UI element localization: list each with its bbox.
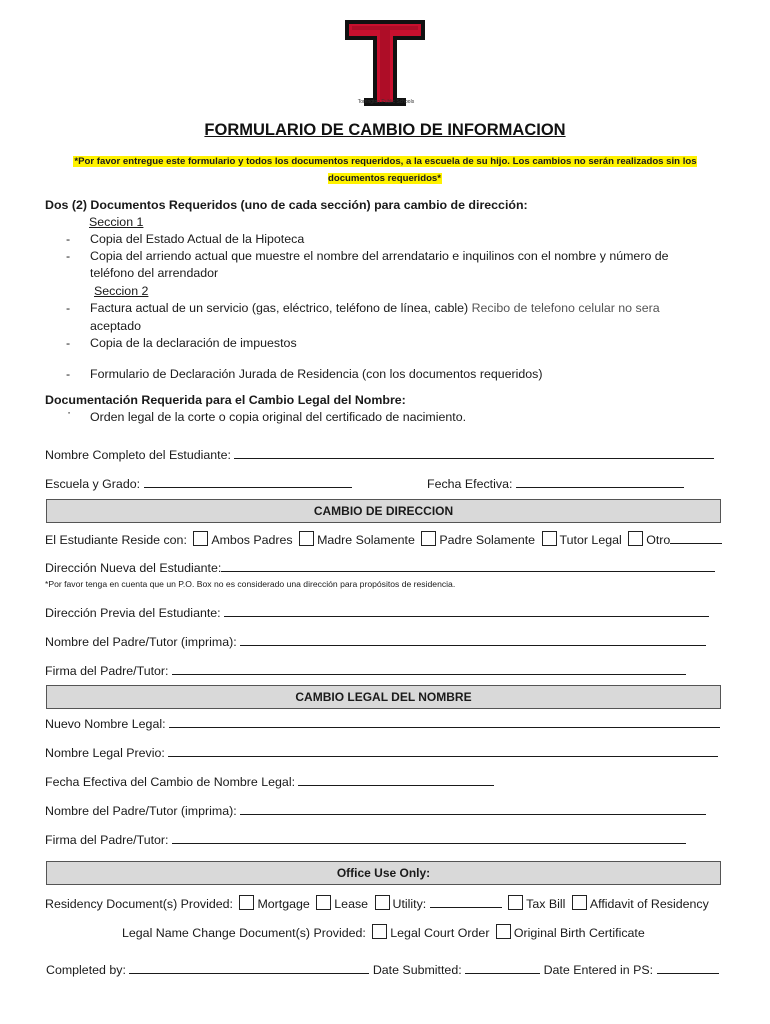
- tax-bill-checkbox[interactable]: [508, 895, 523, 910]
- office-tracking-row: [46, 962, 719, 977]
- affidavit-checkbox[interactable]: [572, 895, 587, 910]
- parent-name-field[interactable]: Nombre del Padre/Tutor (imprima):: [45, 634, 706, 649]
- list-item: Copia de la declaración de impuestos: [90, 336, 297, 350]
- cell-phone-note: Recibo de telefono celular no sera: [471, 301, 660, 315]
- mother-only-checkbox[interactable]: [299, 531, 314, 546]
- birth-certificate-checkbox[interactable]: [496, 924, 511, 939]
- logo-caption: Torrington Public Schools: [357, 99, 415, 105]
- list-item: Copia del Estado Actual de la Hipoteca: [90, 232, 305, 246]
- legal-name-docs-row: Legal Name Change Document(s) Provided: Legal Court Order Original Birth Certificate: [122, 926, 645, 940]
- section-1-label: Seccion 1: [89, 215, 144, 229]
- notice-text: *Por favor entregue este formulario y todos los documentos requeridos, a la escuela de su hijo. Los cambios no serán realizados sin los documentos requeridos*: [74, 156, 697, 184]
- previous-legal-name-field[interactable]: Nombre Legal Previo:: [45, 745, 718, 760]
- list-bullet: -: [66, 367, 71, 381]
- list-bullet: -: [66, 232, 71, 246]
- utility-checkbox[interactable]: [375, 895, 390, 910]
- court-order-checkbox[interactable]: [372, 924, 387, 939]
- date-submitted-field[interactable]: Date Submitted:: [373, 963, 540, 977]
- list-bullet: -: [66, 249, 71, 263]
- father-only-checkbox[interactable]: [421, 531, 436, 546]
- completed-by-field[interactable]: Completed by:: [46, 963, 369, 977]
- resides-with-row: El Estudiante Reside con: Ambos Padres Madre Solamente Padre Solamente Tutor Legal Otro: [45, 531, 722, 547]
- parent-name-field[interactable]: Nombre del Padre/Tutor (imprima):: [45, 803, 706, 818]
- residency-docs-row: Residency Document(s) Provided: Mortgage Lease Utility: Tax Bill Affidavit of Residency: [45, 897, 709, 911]
- list-item: Copia del arriendo actual que muestre el nombre del arrendatario e inquilinos con el nombre y número de: [90, 249, 669, 263]
- list-item: Orden legal de la corte o copia original del certificado de nacimiento.: [90, 410, 467, 424]
- list-bullet: ·: [67, 405, 72, 419]
- po-box-note: *Por favor tenga en cuenta que un P.O. Box no es considerado una dirección para propósitos de residencia.: [45, 579, 456, 589]
- office-use-banner: Office Use Only:: [46, 861, 721, 885]
- page-title: FORMULARIO DE CAMBIO DE INFORMACION: [204, 121, 566, 139]
- student-name-field[interactable]: Nombre Completo del Estudiante:: [45, 447, 714, 462]
- lease-checkbox[interactable]: [316, 895, 331, 910]
- new-address-field[interactable]: Dirección Nueva del Estudiante:: [45, 560, 715, 575]
- date-entered-field[interactable]: Date Entered in PS:: [544, 963, 719, 977]
- list-item: Factura actual de un servicio (gas, eléctrico, teléfono de línea, cable) Recibo de telefono celular no sera: [90, 301, 660, 315]
- required-docs-heading: Dos (2) Documentos Requeridos (uno de cada sección) para cambio de dirección:: [45, 198, 528, 212]
- list-item: Formulario de Declaración Jurada de Residencia (con los documentos requeridos): [90, 367, 543, 381]
- school-grade-field[interactable]: Escuela y Grado:: [45, 476, 352, 491]
- both-parents-checkbox[interactable]: [193, 531, 208, 546]
- list-item-continued: teléfono del arrendador: [90, 266, 219, 280]
- other-checkbox[interactable]: [628, 531, 643, 546]
- name-docs-heading: Documentación Requerida para el Cambio Legal del Nombre:: [45, 393, 406, 407]
- effective-date-field[interactable]: Fecha Efectiva:: [427, 476, 684, 491]
- address-change-banner: CAMBIO DE DIRECCION: [46, 499, 721, 523]
- section-2-label: Seccion 2: [94, 284, 149, 298]
- list-item-continued: aceptado: [90, 319, 141, 333]
- name-change-date-field[interactable]: Fecha Efectiva del Cambio de Nombre Legal:: [45, 774, 494, 789]
- legal-guardian-checkbox[interactable]: [542, 531, 557, 546]
- previous-address-field[interactable]: Dirección Previa del Estudiante:: [45, 605, 709, 620]
- parent-signature-field[interactable]: Firma del Padre/Tutor:: [45, 832, 686, 847]
- new-legal-name-field[interactable]: Nuevo Nombre Legal:: [45, 716, 720, 731]
- list-bullet: -: [66, 301, 71, 315]
- legal-name-banner: CAMBIO LEGAL DEL NOMBRE: [46, 685, 721, 709]
- parent-signature-field[interactable]: Firma del Padre/Tutor:: [45, 663, 686, 678]
- torrington-logo: [340, 18, 430, 110]
- mortgage-checkbox[interactable]: [239, 895, 254, 910]
- list-bullet: -: [66, 336, 71, 350]
